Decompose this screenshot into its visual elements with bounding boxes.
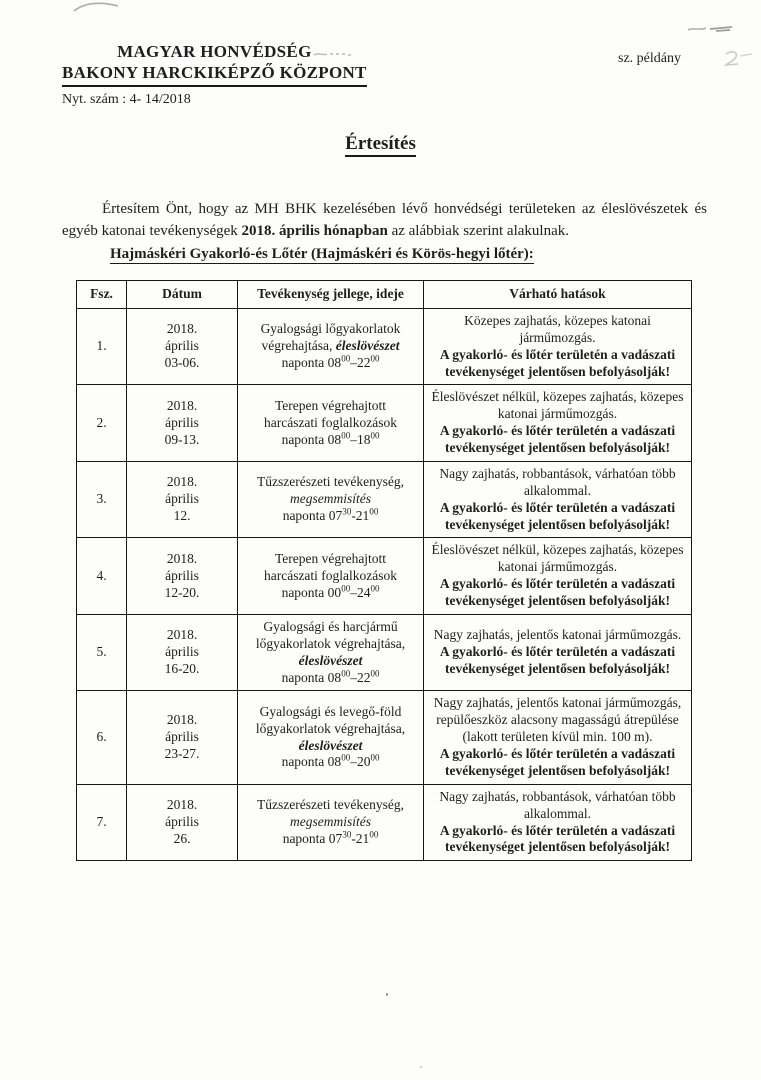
row-number-cell: 5. [77,614,127,691]
letterhead [62,42,367,108]
activity-cell: Gyalogsági lőgyakorlatok végrehajtása, éleslövészet naponta $08^{00}-22^{00}$ [238,308,424,385]
effects-cell: Éleslövészet nélkül, közepes zajhatás, közepes katonai járműmozgás. A gyakorló- és lőtér területén a vadászati tevékenységet jelentősen befolyásolják! [424,385,692,462]
intro-month-emphasis: 2018. április hónapban [241,222,388,239]
date-cell: 2018. április 26. [127,784,238,861]
intro-text-part2: az alábbiak szerint alakulnak. [387,222,569,239]
activity-cell: Gyalogsági és harcjármű lőgyakorlatok végrehajtása, éleslövészet naponta $08^{00}-22^{00}$ [238,614,424,691]
activity-cell: Terepen végrehajtott harcászati foglalkozások naponta $00^{00}-24^{00}$ [238,538,424,615]
table-row [77,691,692,784]
section-heading: Hajmáskéri Gyakorló-és Lőtér (Hajmáskéri és Körös-hegyi lőtér): [110,246,534,262]
table-row [77,308,692,385]
row-number-cell: 7. [77,784,127,861]
effects-cell: Nagy zajhatás, jelentős katonai járműmozgás. A gyakorló- és lőtér területén a vadászati tevékenységet jelentősen befolyásolják! [424,614,692,691]
table-row [77,614,692,691]
table-row [77,461,692,538]
scribble-mark-top-right [686,20,758,42]
activity-cell: Tűzszerészeti tevékenység, megsemmisítés naponta $07^{30}-21^{00}$ [238,784,424,861]
header-datum: Dátum [127,281,238,309]
table-row [77,385,692,462]
activity-cell: Tűzszerészeti tevékenység, megsemmisítés naponta $07^{30}-21^{00}$ [238,461,424,538]
intro-text-part1: Értesítem Önt, hogy az MH BHK kezelésében lévő honvédségi területeken az éleslövészetek és egyéb katonai tevékenységek [62,201,707,239]
effects-cell: Éleslövészet nélkül, közepes zajhatás, közepes katonai járműmozgás. A gyakorló- és lőtér területén a vadászati tevékenységet jelentősen befolyásolják! [424,538,692,615]
date-cell: 2018. április 12-20. [127,538,238,615]
activity-table-body [77,308,692,860]
header-tevekenyseg: Tevékenység jellege, ideje [238,281,424,309]
handwritten-copy-number-mark [724,48,758,70]
row-number-cell: 4. [77,538,127,615]
date-cell: 2018. április 12. [127,461,238,538]
row-number-cell: 2. [77,385,127,462]
row-number-cell: 3. [77,461,127,538]
date-cell: 2018. április 23-27. [127,691,238,784]
effects-cell: Közepes zajhatás, közepes katonai járműmozgás. A gyakorló- és lőtér területén a vadászati tevékenységet jelentősen befolyásolják! [424,308,692,385]
copy-number-label: sz. példány [618,51,681,66]
scan-speck [420,1066,422,1068]
activity-cell: Terepen végrehajtott harcászati foglalkozások naponta $08^{00}-18^{00}$ [238,385,424,462]
registry-number: Nyt. szám : 4- 14/2018 [62,92,191,108]
header-fsz: Fsz. [77,281,127,309]
table-row [77,538,692,615]
date-cell: 2018. április 16-20. [127,614,238,691]
scan-speck [386,993,388,996]
activity-cell: Gyalogsági és levegő-föld lőgyakorlatok végrehajtása, éleslövészet naponta $08^{00}-20^{00}$ [238,691,424,784]
table-row [77,784,692,861]
date-cell: 2018. április 03-06. [127,308,238,385]
table-header-row [77,281,692,309]
intro-paragraph [62,199,707,243]
effects-cell: Nagy zajhatás, jelentős katonai járműmozgás, repülőeszköz alacsony magasságú átrepülése (lakott területen kívül min. 100 m). A gyakorló- és lőtér területén a vadászati tevékenységet jelentősen befolyásolják! [424,691,692,784]
document-title: Értesítés [0,133,761,155]
effects-cell: Nagy zajhatás, robbantások, várhatóan több alkalommal. A gyakorló- és lőtér területén a vadászati tevékenységet jelentősen befolyásolják! [424,461,692,538]
activity-schedule-table [76,280,692,861]
organization-name-line1: MAGYAR HONVÉDSÉG [117,42,312,61]
header-varhato-hatasok: Várható hatások [424,281,692,309]
date-cell: 2018. április 09-13. [127,385,238,462]
organization-name-line2: BAKONY HARCKIKÉPZŐ KÖZPONT [62,62,367,87]
row-number-cell: 1. [77,308,127,385]
pen-mark-top-left [72,0,120,14]
row-number-cell: 6. [77,691,127,784]
effects-cell: Nagy zajhatás, robbantások, várhatóan több alkalommal. A gyakorló- és lőtér területén a vadászati tevékenységet jelentősen befolyásolják! [424,784,692,861]
